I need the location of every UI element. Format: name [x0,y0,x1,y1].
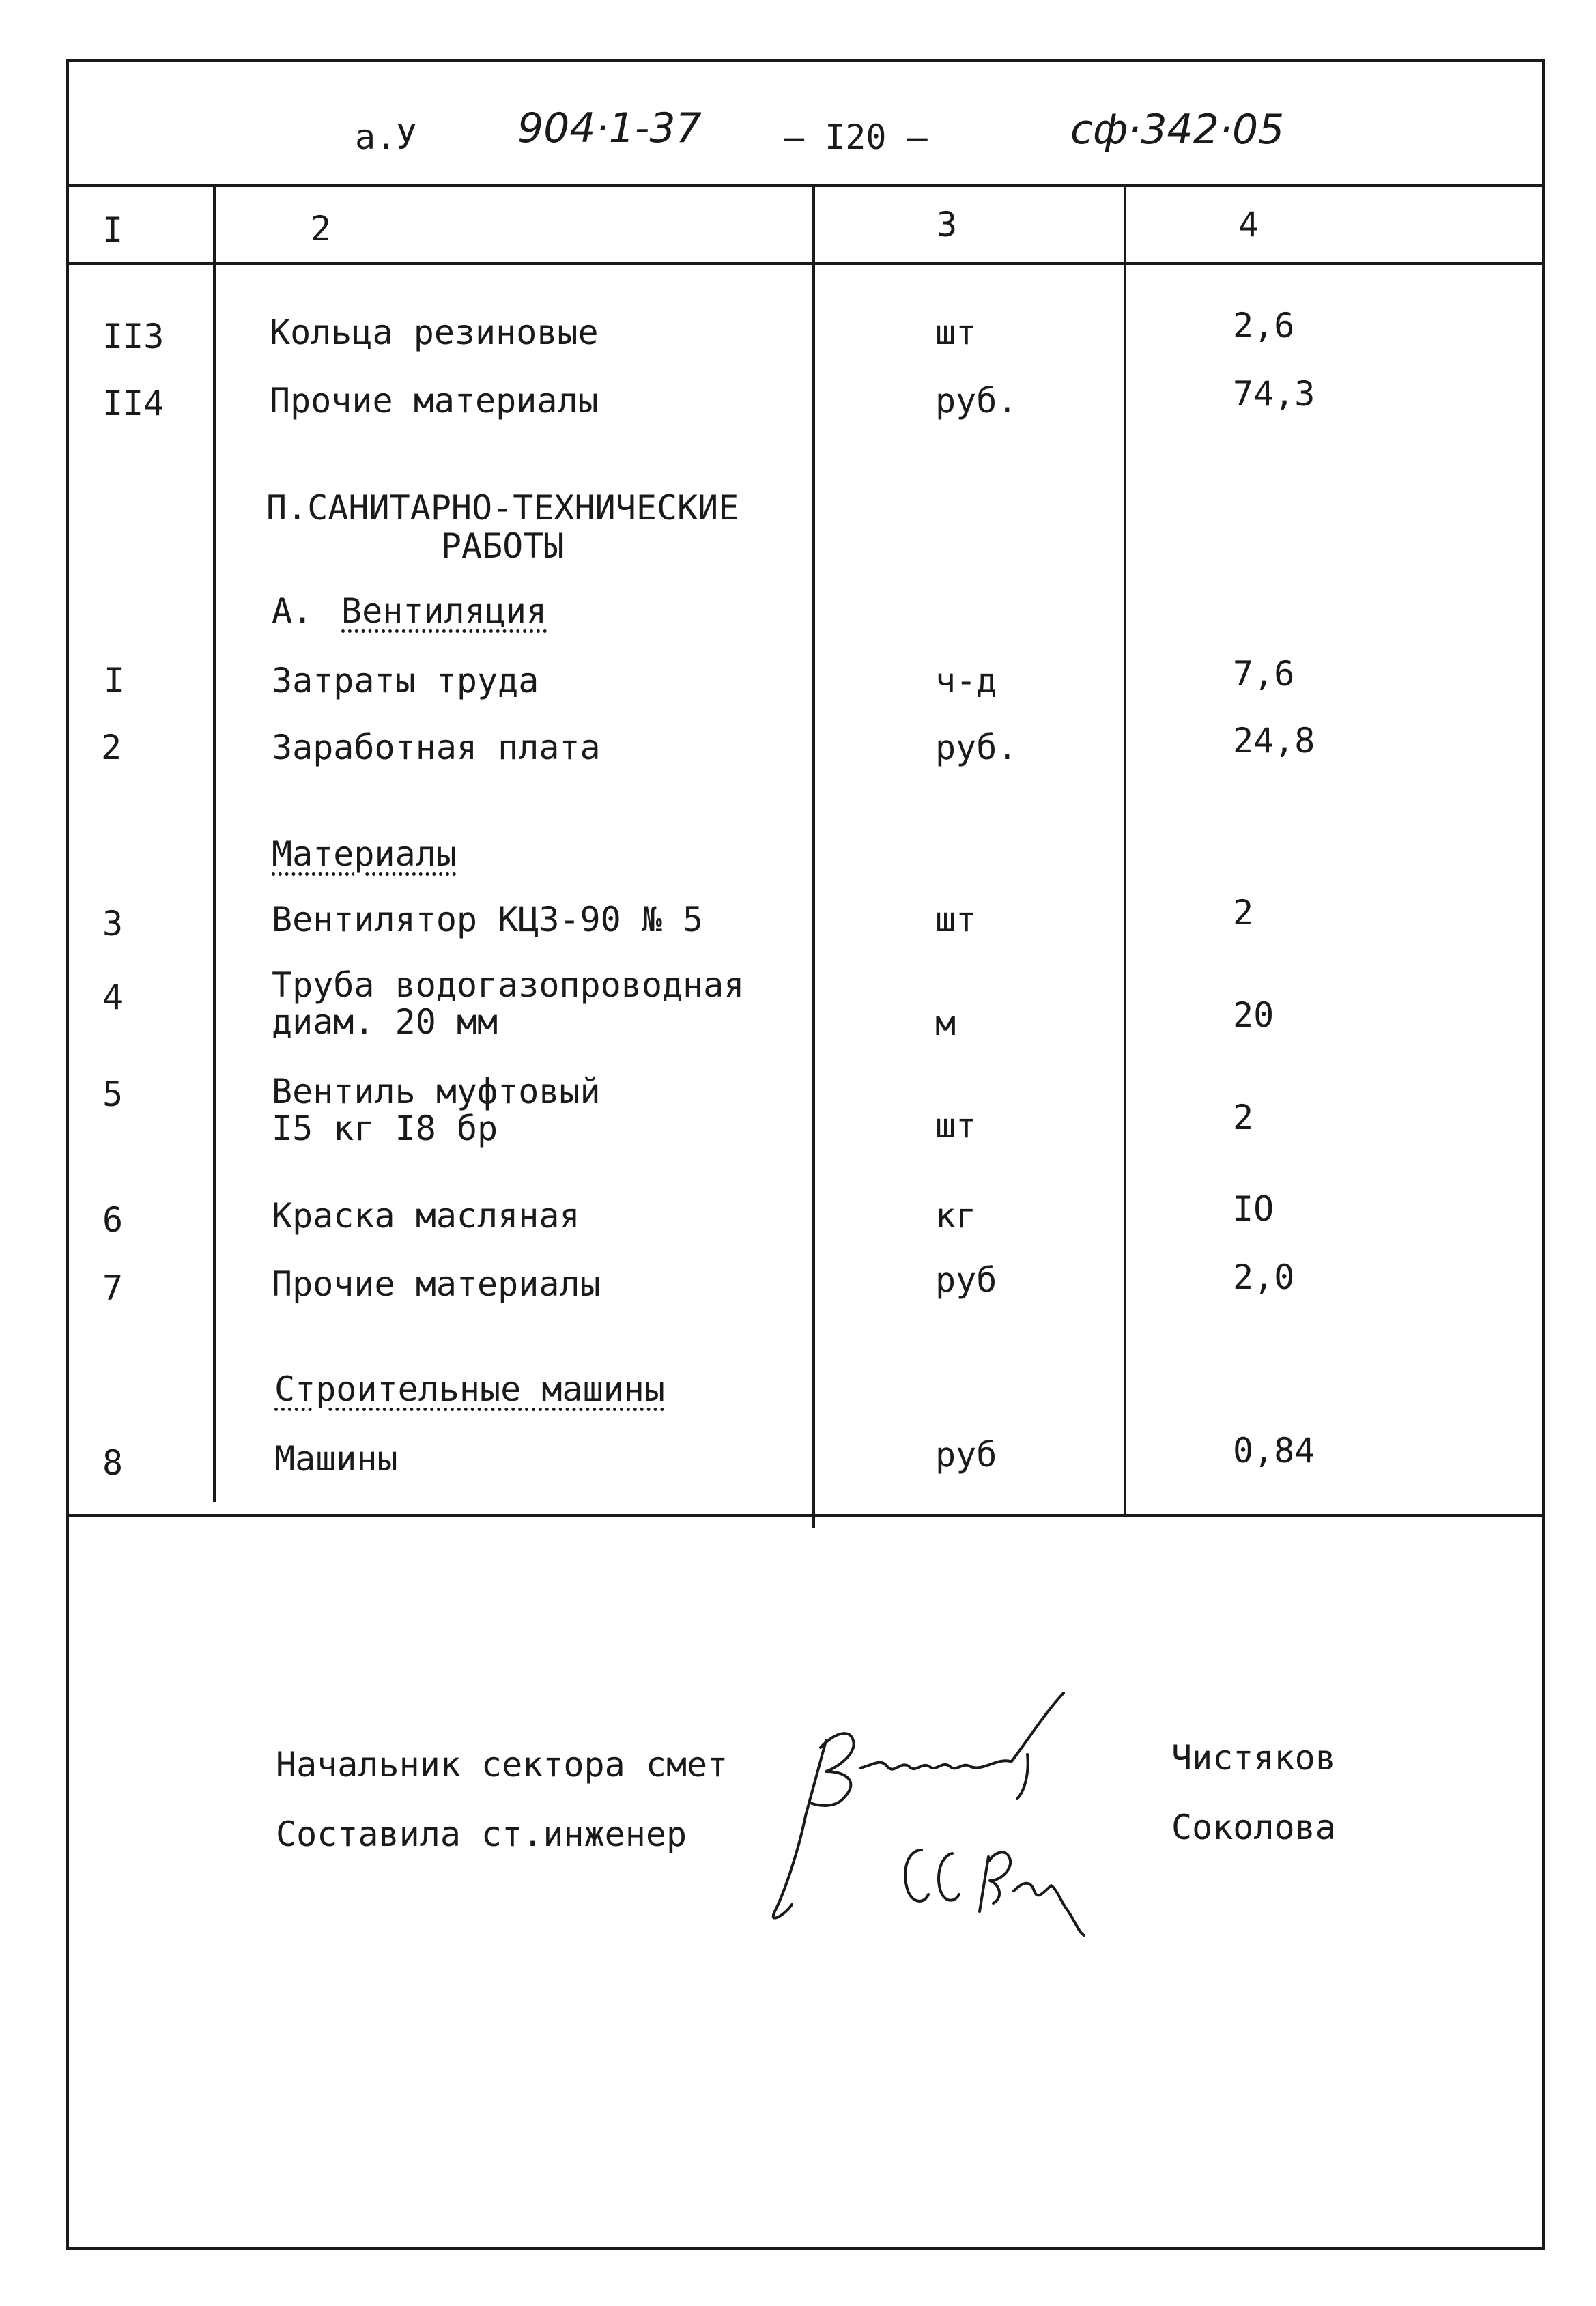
row-unit: шт [935,313,977,352]
signatory-name: Чистяков [1171,1738,1336,1778]
row-unit: шт [935,900,977,939]
row-value: 74,3 [1233,374,1315,414]
row-name: Вентилятор КЦЗ-90 № 5 [272,900,704,939]
column-divider-3 [1124,184,1126,1514]
row-unit: руб [935,1435,997,1475]
row-value: 2,0 [1233,1257,1295,1297]
subsection-prefix: А. [272,591,313,631]
row-unit: кг [935,1196,977,1236]
column-divider-2 [812,184,815,1528]
row-value: 2 [1233,1098,1254,1137]
header-project-number: 904·1-37 [517,104,702,152]
column-header-2: 2 [311,209,332,248]
row-number: 6 [102,1200,124,1240]
row-unit: руб [935,1260,997,1300]
row-unit: руб. [935,381,1018,421]
header-page-number: – I20 – [784,117,928,157]
signatory-role: Начальник сектора смет [276,1745,728,1784]
row-name: Затраты труда [272,661,539,700]
row-value: 20 [1233,995,1274,1035]
row-name-line-1: Вентиль муфтовый [272,1072,601,1111]
column-header-1: I [102,210,124,250]
machines-heading: Строительные машины [274,1369,665,1409]
header-divider [66,184,1545,187]
row-number: 4 [102,978,124,1017]
row-name: Заработная плата [272,728,601,767]
row-name: Кольца резиновые [270,313,599,352]
row-value: 24,8 [1233,721,1315,760]
row-number: 2 [101,728,122,767]
section-title: П.САНИТАРНО-ТЕХНИЧЕСКИЕ РАБОТЫ [266,488,739,566]
row-name: Краска масляная [272,1196,580,1236]
subsection-title: Вентиляция [341,591,547,631]
row-value: 7,6 [1233,654,1295,694]
column-header-4: 4 [1238,205,1259,244]
table-bottom-border [66,1514,1545,1517]
row-number: II4 [102,384,165,423]
column-header-3: 3 [937,205,958,244]
materials-heading: Материалы [272,834,457,874]
row-value: IO [1233,1189,1274,1229]
row-name-line-1: Труба водогазопроводная [272,965,745,1005]
row-name: Машины [274,1439,398,1479]
signatory-name: Соколова [1171,1808,1336,1847]
row-name-line-2: I5 кг I8 бр [272,1109,498,1148]
row-number: 7 [102,1268,124,1308]
row-unit: ч-д [935,661,997,700]
header-prefix: а.У [355,117,417,157]
column-header-divider [66,262,1545,265]
handwritten-signatures [758,1686,1140,1959]
row-number: I [104,661,125,700]
row-name: Прочие материалы [270,381,599,421]
row-number: 8 [102,1443,124,1483]
row-number: 5 [102,1074,124,1114]
row-number: 3 [102,904,124,943]
row-value: 2 [1233,893,1254,933]
row-value: 2,6 [1233,306,1295,345]
row-unit: шт [935,1106,977,1145]
row-value: 0,84 [1233,1431,1315,1470]
row-number: II3 [102,317,165,356]
header-document-code: сф·342·05 [1070,106,1285,154]
row-unit: руб. [935,728,1018,767]
column-divider-1 [213,184,216,1502]
row-unit: м [935,1003,956,1043]
row-name-line-2: диам. 20 мм [272,1002,498,1042]
signatory-role: Составила ст.инженер [276,1814,687,1854]
row-name: Прочие материалы [272,1264,601,1304]
